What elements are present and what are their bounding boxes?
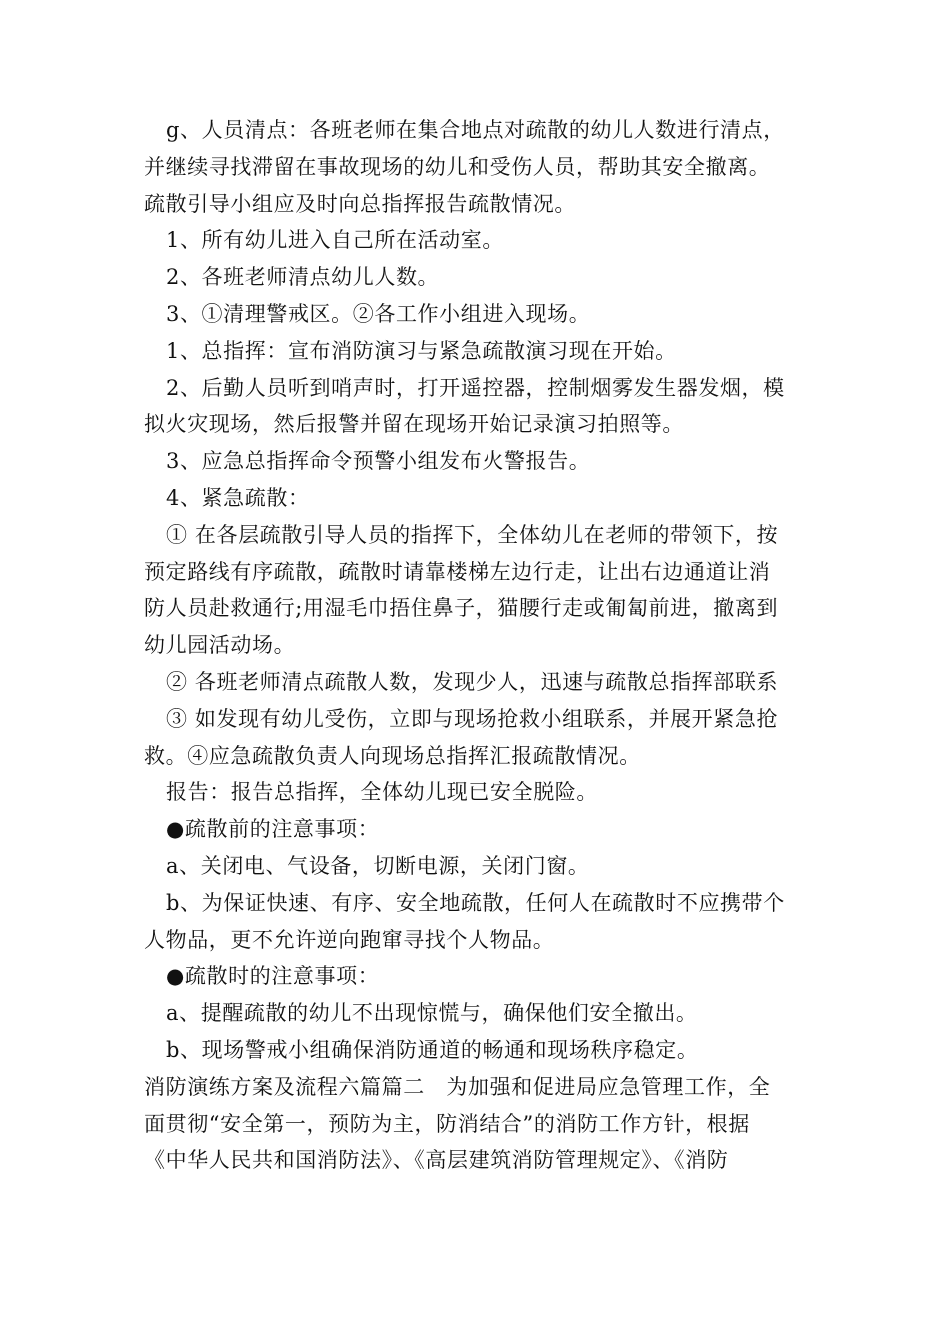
text-line: 消防演练方案及流程六篇篇二 为加强和促进局应急管理工作，全	[144, 1074, 771, 1099]
document-body	[144, 112, 810, 1179]
text-line: 2、后勤人员听到哨声时，打开遥控器，控制烟雾发生器发烟，模	[166, 375, 785, 400]
text-line: 1、所有幼儿进入自己所在活动室。	[166, 228, 504, 253]
text-line: 拟火灾现场，然后报警并留在现场开始记录演习拍照等。	[144, 412, 684, 437]
text-line: 人物品，更不允许逆向跑窜寻找个人物品。	[144, 927, 555, 952]
text-line: 幼儿园活动场。	[144, 633, 296, 658]
text-line: a、关闭电、气设备，切断电源，关闭门窗。	[166, 853, 590, 878]
text-line: ●疏散前的注意事项：	[166, 817, 380, 842]
text-line: 救。④应急疏散负责人向现场总指挥汇报疏散情况。	[144, 743, 641, 768]
text-line: 报告：报告总指挥，全体幼儿现已安全脱险。	[166, 780, 598, 805]
text-line: ③ 如发现有幼儿受伤，立即与现场抢救小组联系，并展开紧急抢	[166, 706, 779, 731]
text-line: a、提醒疏散的幼儿不出现惊慌与，确保他们安全撤出。	[166, 1001, 698, 1026]
text-line: 4、紧急疏散：	[166, 485, 310, 510]
text-line: 3、①清理警戒区。②各工作小组进入现场。	[166, 301, 591, 326]
text-line: b、现场警戒小组确保消防通道的畅通和现场秩序稳定。	[166, 1037, 699, 1062]
text-line: g、人员清点：各班老师在集合地点对疏散的幼儿人数进行清点，	[166, 118, 785, 142]
text-line: 预定路线有序疏散，疏散时请靠楼梯左边行走，让出右边通道让消	[144, 559, 771, 584]
text-line: 面贯彻“安全第一，预防为主，防消结合”的消防工作方针，根据	[144, 1111, 750, 1136]
text-line: 疏散引导小组应及时向总指挥报告疏散情况。	[144, 191, 576, 216]
text-line: 1、总指挥：宣布消防演习与紧急疏散演习现在开始。	[166, 338, 677, 363]
text-line: 并继续寻找滞留在事故现场的幼儿和受伤人员，帮助其安全撤离。	[144, 154, 771, 179]
text-line: 防人员赴救通行;用湿毛巾捂住鼻子，猫腰行走或匍匐前进，撤离到	[144, 596, 779, 621]
text-line: 3、应急总指挥命令预警小组发布火警报告。	[166, 449, 591, 474]
text-line: ① 在各层疏散引导人员的指挥下，全体幼儿在老师的带领下，按	[166, 522, 779, 547]
text-line: ●疏散时的注意事项：	[166, 964, 380, 989]
text-line: ② 各班老师清点疏散人数，发现少人，迅速与疏散总指挥部联系	[166, 669, 779, 694]
text-line: 《中华人民共和国消防法》、《高层建筑消防管理规定》、《消防	[144, 1148, 729, 1173]
text-line: b、为保证快速、有序、安全地疏散，任何人在疏散时不应携带个	[166, 890, 785, 915]
text-line: 2、各班老师清点幼儿人数。	[166, 265, 440, 290]
